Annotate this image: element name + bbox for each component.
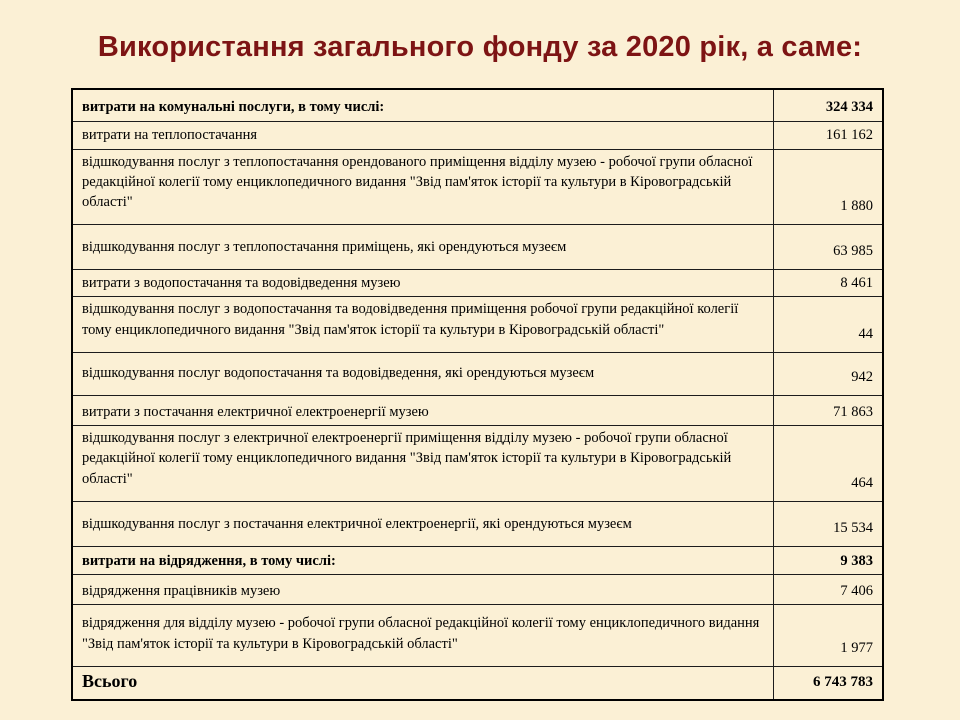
table-row xyxy=(72,501,883,546)
expense-value: 1 977 xyxy=(773,604,883,666)
expenses-table-body xyxy=(72,89,883,700)
expense-label: відшкодування послуг водопостачання та водовідведення, які орендуються музеєм xyxy=(72,352,773,395)
expense-label: Всього xyxy=(72,666,773,700)
expense-label: відшкодування послуг з водопостачання та водовідведення приміщення робочої групи редакційної колегії тому енциклопедичного видання "Звід пам'яток історії та культури в Кіровоградській області" xyxy=(72,297,773,353)
table-row xyxy=(72,270,883,297)
expense-value: 9 383 xyxy=(773,546,883,574)
expense-label: відшкодування послуг з постачання електричної електроенергії, які орендуються музеєм xyxy=(72,501,773,546)
expense-value: 71 863 xyxy=(773,395,883,425)
slide-title: Використання загального фонду за 2020 рік, а саме: xyxy=(97,31,863,63)
expense-value: 161 162 xyxy=(773,121,883,149)
table-row xyxy=(72,604,883,666)
expense-value: 44 xyxy=(773,297,883,353)
expense-label: відрядження для відділу музею - робочої групи обласної редакційної колегії тому енциклопедичного видання "Звід пам'яток історії та культури в Кіровоградській області" xyxy=(72,604,773,666)
expense-value: 1 880 xyxy=(773,149,883,225)
expense-label: витрати з водопостачання та водовідведення музею xyxy=(72,270,773,297)
table-row xyxy=(72,352,883,395)
expense-value: 7 406 xyxy=(773,574,883,604)
table-row xyxy=(72,395,883,425)
table-row xyxy=(72,425,883,501)
expense-label: відшкодування послуг з електричної електроенергії приміщення відділу музею - робочої групи обласної редакційної колегії тому енциклопедичного видання "Звід пам'яток історії та культури в Кіровоградській області" xyxy=(72,425,773,501)
expense-value: 464 xyxy=(773,425,883,501)
expense-value: 6 743 783 xyxy=(773,666,883,700)
expense-label: витрати на комунальні послуги, в тому числі: xyxy=(72,89,773,121)
table-row xyxy=(72,225,883,270)
expense-label: витрати з постачання електричної електроенергії музею xyxy=(72,395,773,425)
table-row xyxy=(72,121,883,149)
expense-label: відрядження працівників музею xyxy=(72,574,773,604)
table-row xyxy=(72,149,883,225)
expense-label: витрати на відрядження, в тому числі: xyxy=(72,546,773,574)
table-row xyxy=(72,546,883,574)
expenses-table xyxy=(71,88,884,701)
table-row xyxy=(72,89,883,121)
expense-value: 8 461 xyxy=(773,270,883,297)
expense-label: відшкодування послуг з теплопостачання орендованого приміщення відділу музею - робочої групи обласної редакційної колегії тому енциклопедичного видання "Звід пам'яток історії та культури в Кіровоградській області" xyxy=(72,149,773,225)
table-row xyxy=(72,574,883,604)
expense-label: витрати на теплопостачання xyxy=(72,121,773,149)
table-row xyxy=(72,666,883,700)
expense-value: 942 xyxy=(773,352,883,395)
expense-value: 63 985 xyxy=(773,225,883,270)
table-row xyxy=(72,297,883,353)
expense-label: відшкодування послуг з теплопостачання приміщень, які орендуються музеєм xyxy=(72,225,773,270)
expense-value: 15 534 xyxy=(773,501,883,546)
expense-value: 324 334 xyxy=(773,89,883,121)
